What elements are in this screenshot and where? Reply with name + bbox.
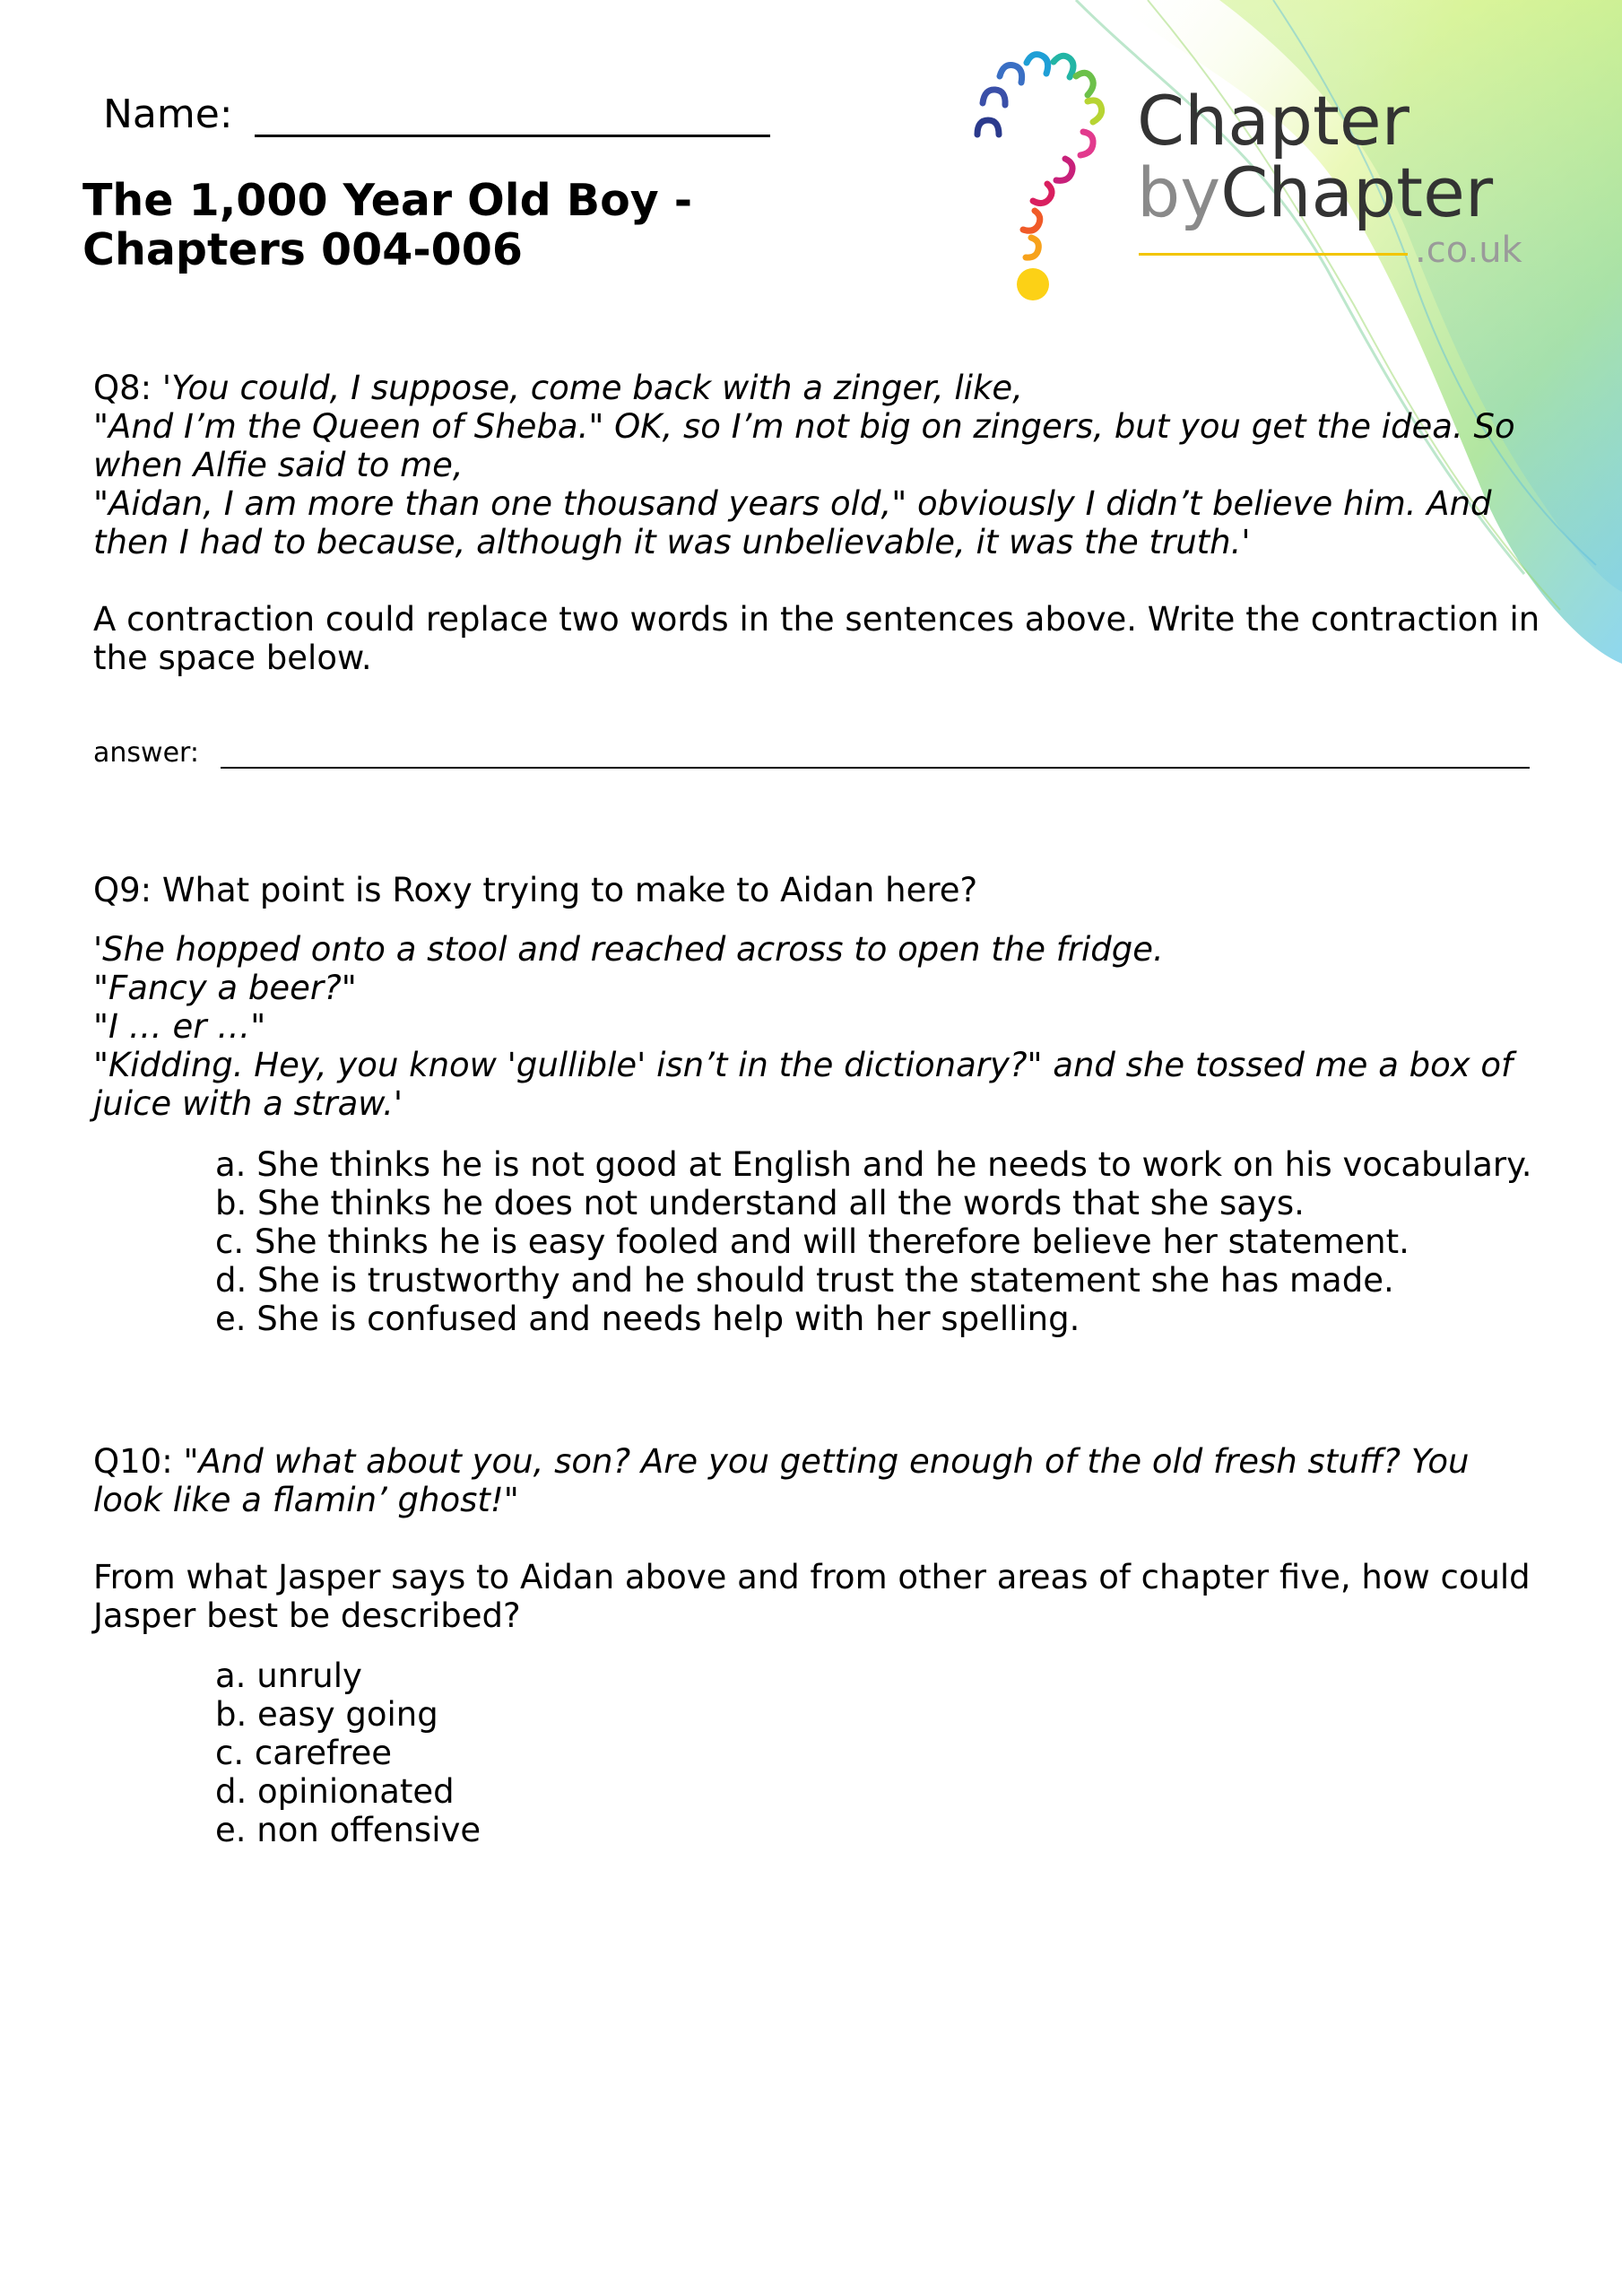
logo-underline (1139, 253, 1408, 256)
quote-line: "Fancy a beer?" (93, 969, 357, 1007)
worksheet-title: The 1,000 Year Old Boy - Chapters 004-006 (82, 175, 693, 275)
option-e[interactable]: e. non offensive (215, 1811, 481, 1849)
logo-domain: .co.uk (1415, 230, 1522, 271)
logo-word-by: by (1137, 152, 1221, 232)
question-10-label: Q10: (93, 1442, 173, 1481)
question-8-label: Q8: (93, 369, 152, 407)
answer-field (93, 737, 1530, 769)
question-9-prompt: What point is Roxy trying to make to Aidan here? (161, 871, 978, 909)
answer-write-line[interactable] (221, 742, 1530, 769)
option-b[interactable]: b. easy going (215, 1695, 438, 1734)
question-8-quote: 'You could, I suppose, come back with a zinger, like, "And I’m the Queen of Sheba." OK, so I’m not big on zingers, but you get the idea. So when Alfie said to me, "Aidan, I am more than one thousand years old," obviously I didn’t believe him. And then I had to because, although it was unbelievable, it was the truth.' (93, 369, 1515, 561)
logo-word-chapter-2: Chapter (1220, 152, 1494, 232)
quote-line: 'She hopped onto a stool and reached across to open the fridge. (93, 930, 1164, 969)
option-d[interactable]: d. She is trustworthy and he should trust the statement she has made. (215, 1261, 1394, 1300)
question-8 (93, 369, 1546, 561)
name-write-line[interactable] (255, 90, 770, 137)
option-d[interactable]: d. opinionated (215, 1772, 455, 1811)
option-a[interactable]: a. She thinks he is not good at English and he needs to work on his vocabulary. (215, 1145, 1532, 1184)
logo-word-chapter: Chapter (1137, 81, 1409, 161)
name-label: Name: (103, 91, 233, 137)
question-10-instruction: From what Jasper says to Aidan above and from other areas of chapter five, how could Jasper best be described? (93, 1558, 1531, 1635)
name-field (103, 90, 770, 137)
question-9-label: Q9: (93, 871, 152, 909)
question-9-options (215, 1145, 1542, 1338)
quote-line: "I … er …" (93, 1007, 266, 1046)
option-c[interactable]: c. carefree (215, 1734, 392, 1772)
question-9 (93, 871, 1546, 909)
option-a[interactable]: a. unruly (215, 1657, 362, 1695)
logo-wordmark (1137, 81, 1494, 232)
question-10 (93, 1442, 1546, 1519)
quote-line: "Kidding. Hey, you know 'gullible' isn’t in the dictionary?" and she tossed me a box of juice with a straw.' (93, 1046, 1514, 1123)
option-b[interactable]: b. She thinks he does not understand all the words that she says. (215, 1184, 1305, 1222)
answer-label: answer: (93, 737, 199, 769)
question-8-instruction: A contraction could replace two words in the sentences above. Write the contraction in the space below. (93, 600, 1540, 677)
question-10-options (215, 1657, 1542, 1849)
option-c[interactable]: c. She thinks he is easy fooled and will therefore believe her statement. (215, 1222, 1409, 1261)
option-e[interactable]: e. She is confused and needs help with her spelling. (215, 1300, 1080, 1338)
question-9-quote (93, 930, 1546, 1123)
question-10-quote: "And what about you, son? Are you getting enough of the old fresh stuff? You look like a flamin’ ghost!" (93, 1442, 1470, 1519)
question-mark-books-logo-icon (959, 49, 1121, 309)
